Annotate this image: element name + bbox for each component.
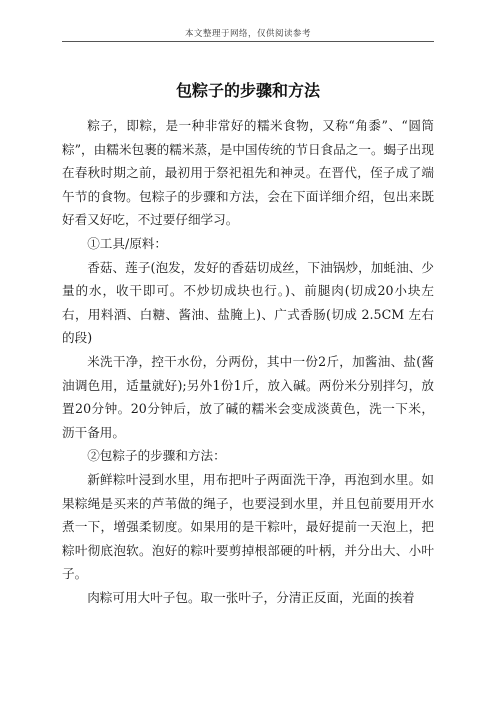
header-divider xyxy=(62,41,434,42)
paragraph-wrapping: 肉粽可用大叶子包。取一张叶子，分清正反面，光面的挨着 xyxy=(87,589,415,605)
paragraph-ingredients: 香菇、莲子(泡发，发好的香菇切成丝，下油锅炒，加蚝油、少量的水，收干即可。不炒切成块也行。)、前腿肉(切成20小块左右，用料酒、白糖、酱油、盐腌上)、广式香肠(切成 2.5CM 左右的段) xyxy=(62,259,434,346)
paragraph-leaf-prep: 新鲜粽叶浸到水里，用布把叶子两面洗干净，再泡到水里。如果粽绳是买来的芦苇做的绳子，也要浸到水里，并且包前要用开水煮一下，增强柔韧度。如果用的是干粽叶，最好提前一天泡上，把粽叶彻底泡软。泡好的粽叶要剪掉根部硬的叶柄，并分出大、小叶子。 xyxy=(62,471,434,582)
header-note: 本文整理于网络，仅供阅读参考 xyxy=(184,29,311,39)
document-body xyxy=(62,114,434,609)
paragraph-steps-heading: ②包粽子的步骤和方法： xyxy=(87,448,226,464)
paragraph-tools-heading: ①工具/原料： xyxy=(87,235,167,251)
paragraph-intro: 粽子，即粽，是一种非常好的糯米食物，又称“角黍”、“圆筒粽”，由糯米包裹的糯米蒸，是中国传统的节日食品之一。蝎子出现在春秋时期之前，最初用于祭祀祖先和神灵。在晋代，侄子成了端午节的食物。包粽子的步骤和方法，会在下面详细介绍，包出来既好看又好吃，不过要仔细学习。 xyxy=(62,118,434,228)
document-title: 包粽子的步骤和方法 xyxy=(175,81,320,100)
paragraph-rice-prep: 米洗干净，控干水份，分两份，其中一份2斤，加酱油、盐(酱油调色用，适量就好);另外1份1斤，放入碱。两份米分别拌匀，放置20分钟。20分钟后，放了碱的糯米会变成淡黄色，洗一下米，沥干备用。 xyxy=(62,353,434,440)
